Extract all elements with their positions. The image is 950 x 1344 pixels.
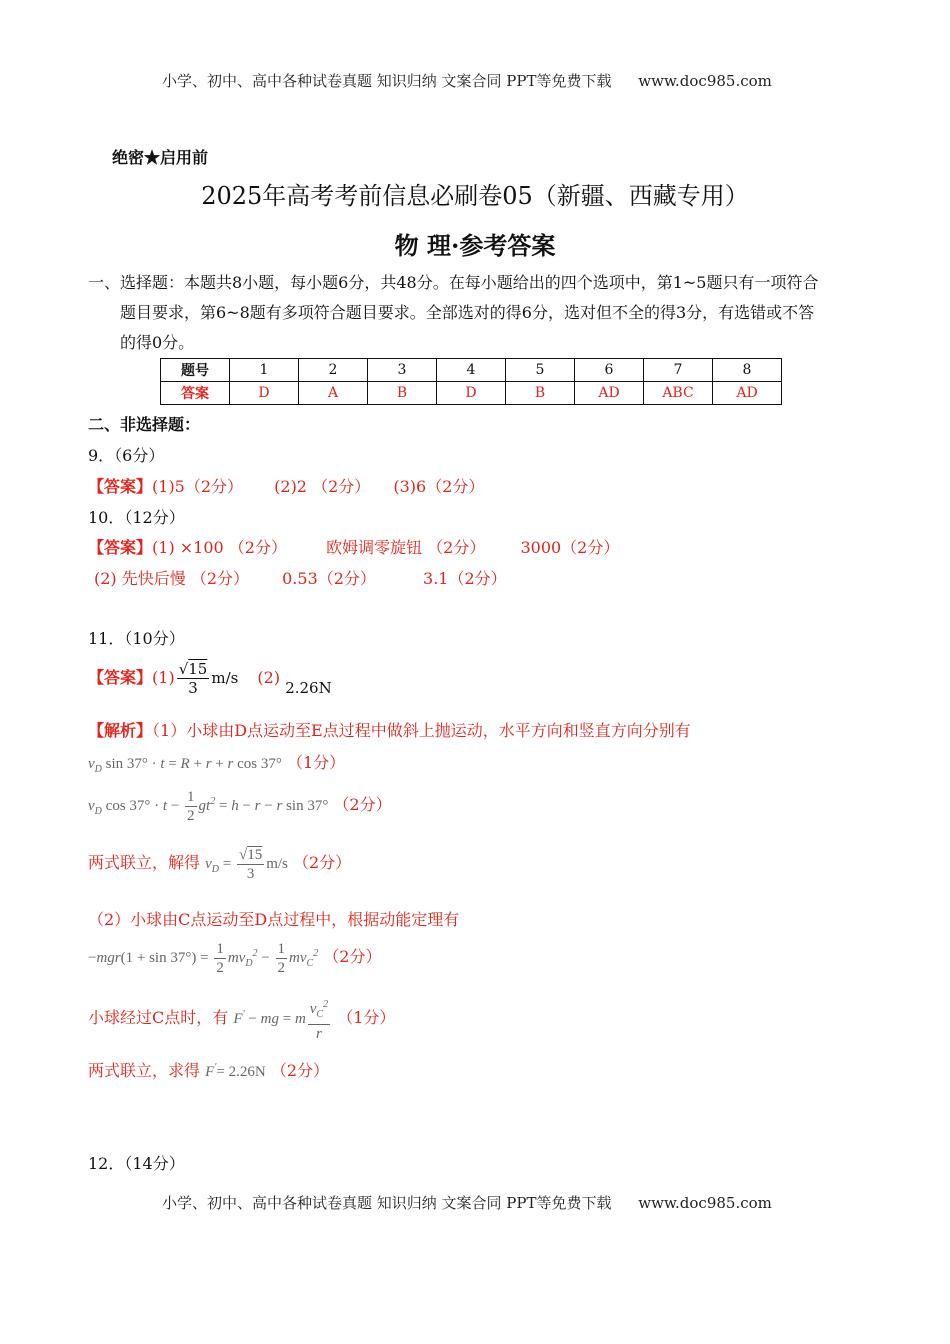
table-number: 6	[575, 359, 644, 382]
solve-1-formula: $v_D$ = $\frac{√15}{3}$ m/s	[205, 847, 288, 882]
q10-a3: 3000（2分）	[520, 538, 620, 557]
q9-label: 9．（6分）	[88, 446, 165, 465]
q11-solve-2	[88, 1058, 329, 1081]
footer-site: www.doc985.com	[638, 1194, 772, 1212]
table-answer: A	[299, 382, 368, 405]
q11-sqrt-value: 15	[188, 660, 208, 678]
secret-label: 绝密★启用前	[112, 148, 209, 167]
q11-p1: (1)	[152, 668, 175, 687]
section1-line2: 题目要求，第6~8题有多项符合题目要求。全部选对的得6分，选对但不全的得3分，有选错或不答	[120, 303, 815, 322]
solve-2-value: = 2.26N	[216, 1064, 266, 1080]
q9-answer	[88, 474, 484, 497]
q9-a2: (2)2 （2分）	[274, 477, 371, 496]
q11-unit: m/s	[211, 669, 239, 687]
table-number: 3	[368, 359, 437, 382]
q11-ans2: 2.26N	[285, 679, 332, 697]
section1-line3: 的得0分。	[120, 333, 195, 352]
q11-equation-3	[88, 940, 381, 977]
table-row1-label: 题号	[161, 359, 230, 382]
table-answer: D	[230, 382, 299, 405]
table-answer: D	[437, 382, 506, 405]
solve-1-text: 两式联立，解得	[88, 852, 201, 872]
q10-tag: 【答案】	[88, 538, 153, 557]
header-site: www.doc985.com	[638, 72, 772, 90]
table-answer: ABC	[644, 382, 713, 405]
table-number: 8	[713, 359, 782, 382]
q11-solve-1	[88, 846, 351, 883]
equation-2-formula: $v_D$ cos 37° · t − $\frac{1}{2}$ $gt^2 = h - r - r$ sin 37°	[88, 789, 329, 824]
table-answer: B	[506, 382, 575, 405]
q11-answer	[88, 656, 332, 700]
table-row-answers	[161, 382, 782, 405]
table-number: 4	[437, 359, 506, 382]
q10-label: 10．（12分）	[88, 508, 185, 527]
page-header	[162, 70, 772, 91]
q10-answer-line2	[94, 566, 507, 589]
solve-1-score: （2分）	[293, 852, 352, 872]
q11-equation-2	[88, 788, 392, 825]
q11-label: 11．（10分）	[88, 629, 185, 648]
equation-1-formula: $v_D$ sin 37° · t = R + r + r cos 37°	[88, 756, 282, 775]
q11-equation-1	[88, 750, 345, 775]
table-answer: B	[368, 382, 437, 405]
equation-2-score: （2分）	[333, 794, 392, 814]
header-text: 小学、初中、高中各种试卷真题 知识归纳 文案合同 PPT等免费下载	[162, 72, 612, 90]
section1-line1: 一、选择题：本题共8小题，每小题6分，共48分。在每小题给出的四个选项中，第1~5题只有一项符合	[88, 273, 819, 292]
q11-fraction-numerator: √15	[178, 660, 208, 678]
q9-a1: (1)5（2分）	[152, 477, 244, 496]
table-number: 7	[644, 359, 713, 382]
equation-4-score: （1分）	[337, 1007, 396, 1027]
page-title: 2025年高考考前信息必刷卷05（新疆、西藏专用）	[201, 182, 749, 210]
q12-label: 12．（14分）	[88, 1154, 185, 1173]
q11-answer-fraction	[177, 660, 210, 697]
q11-equation-4	[88, 996, 395, 1043]
table-answer: AD	[575, 382, 644, 405]
at-c-text: 小球经过C点时，有	[88, 1007, 229, 1027]
q11-tag: 【答案】	[88, 668, 153, 687]
solve-2-formula: F'	[205, 1062, 217, 1080]
solve-2-score: （2分）	[270, 1061, 329, 1080]
table-row-numbers	[161, 359, 782, 382]
table-answer: AD	[713, 382, 782, 405]
q11-analysis-1	[88, 718, 691, 741]
equation-3-formula: −mgr(1 + sin 37°) = $\frac{1}{2}$ $mv_D^2$ − $\frac{1}{2}$ $mv_C^2$	[88, 941, 319, 976]
q9-tag: 【答案】	[88, 477, 153, 496]
solve-2-text: 两式联立，求得	[88, 1061, 201, 1080]
page-footer	[162, 1192, 772, 1213]
page-subtitle: 物 理·参考答案	[394, 231, 556, 260]
q10-answer-line1	[88, 535, 619, 558]
footer-text: 小学、初中、高中各种试卷真题 知识归纳 文案合同 PPT等免费下载	[162, 1194, 612, 1212]
equation-3-score: （2分）	[323, 946, 382, 966]
table-row2-label: 答案	[161, 382, 230, 405]
equation-1-score: （1分）	[286, 753, 346, 772]
q11-p2: (2)	[257, 668, 281, 687]
q10-b2: 0.53（2分）	[282, 569, 376, 588]
q10-a2: 欧姆调零旋钮 （2分）	[326, 538, 486, 557]
answer-table	[160, 358, 782, 405]
q11-analysis-2: （2）小球由C点运动至D点过程中，根据动能定理有	[88, 910, 460, 929]
table-number: 2	[299, 359, 368, 382]
table-number: 5	[506, 359, 575, 382]
equation-4-formula: F' − mg = m $\frac{v_C^2}{r}$	[233, 1011, 332, 1027]
section2-heading: 二、非选择题：	[88, 415, 201, 434]
q10-b3: 3.1（2分）	[423, 569, 507, 588]
q9-a3: (3)6（2分）	[393, 477, 485, 496]
q11-analysis-tag: 【解析】	[88, 721, 153, 740]
table-number: 1	[230, 359, 299, 382]
q10-b1: (2) 先快后慢 （2分）	[94, 569, 250, 588]
q11-analysis-text1: （1）小球由D点运动至E点过程中做斜上抛运动，水平方向和竖直方向分别有	[152, 721, 691, 740]
q10-a1: (1) ×100 （2分）	[152, 538, 287, 557]
q11-fraction-denominator: 3	[188, 679, 198, 697]
